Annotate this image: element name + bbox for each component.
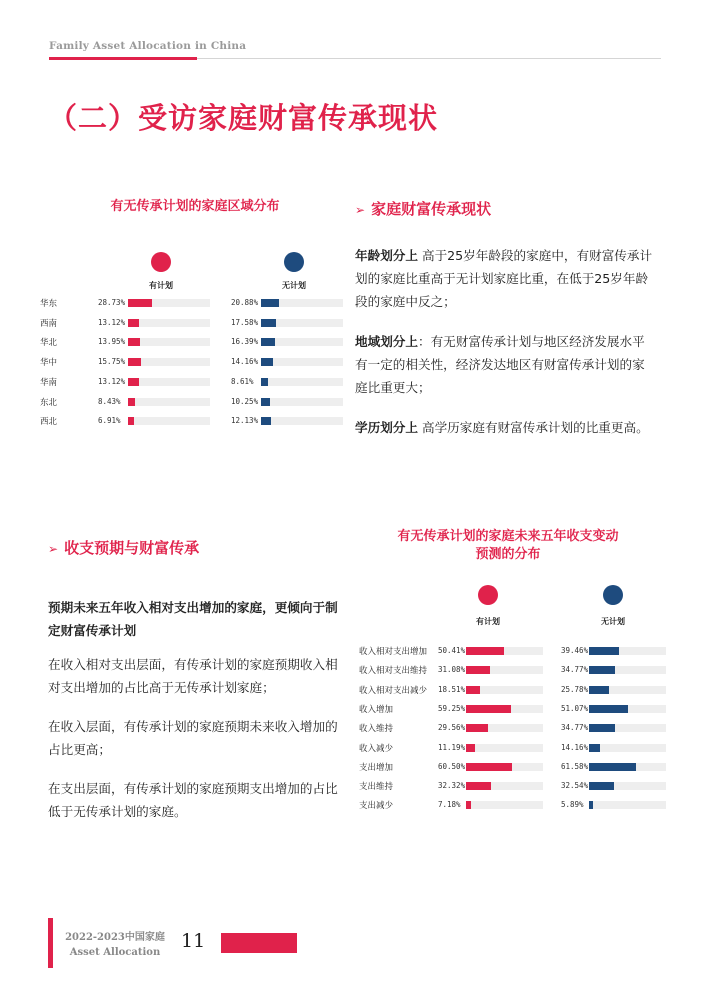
without-plan-value: 16.39% bbox=[231, 337, 259, 347]
with-plan-track bbox=[466, 744, 543, 752]
footer-title bbox=[60, 930, 170, 960]
chart1-col-without-label: 无计划 bbox=[282, 281, 306, 290]
footer-line1: 2022-2023中国家庭 bbox=[65, 932, 165, 943]
row-label: 收入相对支出维持 bbox=[359, 666, 428, 677]
without-plan-bar bbox=[261, 299, 279, 307]
row-label: 西北 bbox=[40, 417, 58, 428]
without-plan-value: 51.07% bbox=[561, 703, 589, 713]
running-header: Family Asset Allocation in China bbox=[49, 40, 247, 52]
with-plan-dot bbox=[151, 252, 171, 272]
with-plan-bar bbox=[128, 378, 139, 386]
row-label: 西南 bbox=[40, 318, 58, 329]
without-plan-value: 20.88% bbox=[231, 298, 259, 307]
without-plan-value: 34.77% bbox=[561, 723, 589, 733]
section-title: （二）受访家庭财富传承现状 bbox=[48, 101, 439, 135]
with-plan-value: 29.56% bbox=[438, 723, 466, 733]
with-plan-bar bbox=[128, 338, 140, 346]
income-paragraph: 在收入层面，有传承计划的家庭预期未来收入增加的占比更高； bbox=[48, 719, 338, 757]
chart1-title: 有无传承计划的家庭区域分布 bbox=[110, 199, 280, 214]
with-plan-track bbox=[128, 319, 210, 327]
without-plan-bar bbox=[589, 686, 609, 694]
without-plan-bar bbox=[589, 744, 600, 752]
row-label: 收入减少 bbox=[359, 743, 394, 754]
with-plan-value: 31.08% bbox=[438, 665, 466, 675]
row-label: 华东 bbox=[40, 299, 58, 309]
with-plan-value: 13.12% bbox=[98, 317, 126, 327]
without-plan-track bbox=[261, 398, 343, 406]
without-plan-track bbox=[589, 801, 666, 809]
expense-paragraph: 在支出层面，有传承计划的家庭预期支出增加的占比低于无传承计划的家庭。 bbox=[48, 781, 338, 819]
region-paragraph bbox=[355, 330, 657, 399]
with-plan-bar bbox=[466, 782, 491, 790]
with-plan-bar bbox=[128, 299, 152, 307]
footer-accent-bar bbox=[48, 918, 53, 968]
with-plan-bar bbox=[466, 686, 480, 694]
with-plan-value: 7.18% bbox=[438, 800, 461, 810]
without-plan-value: 34.77% bbox=[561, 665, 589, 675]
without-plan-bar bbox=[589, 647, 619, 655]
with-plan-value: 50.41% bbox=[438, 646, 466, 655]
region-text: ：有无财富传承计划与地区经济发展水平有一定的相关性，经济发达地区有财富传承计划的家庭比重更大； bbox=[355, 334, 645, 395]
key-finding: 预期未来五年收入相对支出增加的家庭，更倾向于制定财富传承计划 bbox=[48, 600, 338, 638]
chart2-title-line1: 有无传承计划的家庭未来五年收支变动 bbox=[397, 529, 619, 544]
row-label: 支出减少 bbox=[359, 801, 394, 812]
without-plan-bar bbox=[589, 763, 636, 771]
with-plan-value: 28.73% bbox=[98, 298, 126, 307]
with-plan-value: 13.95% bbox=[98, 337, 126, 347]
with-plan-bar bbox=[466, 744, 475, 752]
with-plan-dot bbox=[478, 585, 498, 605]
without-plan-track bbox=[261, 358, 343, 366]
with-plan-bar bbox=[466, 801, 471, 809]
right-subheading bbox=[355, 198, 491, 219]
with-plan-track bbox=[128, 338, 210, 346]
with-plan-value: 8.43% bbox=[98, 396, 121, 406]
without-plan-track bbox=[261, 378, 343, 386]
with-plan-bar bbox=[128, 398, 135, 406]
without-plan-bar bbox=[261, 338, 275, 346]
with-plan-bar bbox=[466, 763, 512, 771]
without-plan-value: 10.25% bbox=[231, 396, 259, 406]
without-plan-value: 14.16% bbox=[231, 357, 259, 367]
without-plan-dot bbox=[284, 252, 304, 272]
without-plan-bar bbox=[261, 398, 270, 406]
without-plan-bar bbox=[589, 782, 614, 790]
row-label: 收入维持 bbox=[359, 724, 394, 735]
left-subheading-text: 收支预期与财富传承 bbox=[64, 539, 200, 557]
without-plan-value: 14.16% bbox=[561, 742, 589, 752]
row-label: 收入相对支出增加 bbox=[359, 647, 428, 657]
without-plan-dot bbox=[603, 585, 623, 605]
page-number: 11 bbox=[181, 930, 206, 952]
income-vs-expense-paragraph: 在收入相对支出层面，有传承计划的家庭预期收入相对支出增加的占比高于无传承计划家庭； bbox=[48, 657, 338, 695]
row-label: 华南 bbox=[40, 377, 58, 388]
without-plan-bar bbox=[261, 319, 276, 327]
without-plan-bar bbox=[589, 666, 615, 674]
without-plan-value: 5.89% bbox=[561, 800, 584, 810]
without-plan-bar bbox=[589, 801, 593, 809]
chart2-col-with-label: 有计划 bbox=[476, 617, 500, 626]
arrow-icon: ➢ bbox=[355, 203, 366, 217]
without-plan-value: 8.61% bbox=[231, 376, 254, 386]
chart1-col-with-label: 有计划 bbox=[149, 281, 173, 290]
education-paragraph bbox=[355, 416, 657, 439]
without-plan-value: 61.58% bbox=[561, 761, 589, 771]
with-plan-track bbox=[128, 398, 210, 406]
with-plan-value: 32.32% bbox=[438, 781, 466, 791]
without-plan-value: 39.46% bbox=[561, 646, 589, 655]
without-plan-value: 25.78% bbox=[561, 684, 589, 694]
without-plan-bar bbox=[261, 378, 268, 386]
age-label: 年龄划分上 bbox=[355, 248, 418, 263]
with-plan-track bbox=[128, 378, 210, 386]
with-plan-value: 59.25% bbox=[438, 703, 466, 713]
without-plan-track bbox=[589, 744, 666, 752]
row-label: 支出维持 bbox=[359, 782, 394, 793]
with-plan-value: 11.19% bbox=[438, 742, 466, 752]
chart2-col-without-label: 无计划 bbox=[601, 617, 625, 626]
without-plan-value: 12.13% bbox=[231, 416, 259, 426]
without-plan-bar bbox=[261, 417, 271, 425]
row-label: 华中 bbox=[40, 358, 58, 369]
with-plan-value: 60.50% bbox=[438, 761, 466, 771]
without-plan-bar bbox=[261, 358, 273, 366]
age-paragraph bbox=[355, 244, 657, 313]
age-text: 高于25岁年龄段的家庭中，有财富传承计划的家庭比重高于无计划家庭比重，在低于25岁年龄段的家庭中反之； bbox=[355, 248, 653, 309]
without-plan-track bbox=[261, 417, 343, 425]
region-label: 地域划分上 bbox=[355, 334, 418, 349]
with-plan-bar bbox=[128, 319, 139, 327]
education-text: 高学历家庭有财富传承计划的比重更高。 bbox=[417, 420, 649, 435]
education-label: 学历划分上 bbox=[355, 420, 418, 435]
without-plan-bar bbox=[589, 705, 628, 713]
with-plan-track bbox=[466, 801, 543, 809]
row-label: 收入相对支出减少 bbox=[359, 685, 428, 696]
footer-line2: Asset Allocation bbox=[69, 947, 161, 958]
with-plan-bar bbox=[128, 417, 134, 425]
row-label: 收入增加 bbox=[359, 704, 394, 715]
with-plan-bar bbox=[466, 724, 488, 732]
without-plan-bar bbox=[589, 724, 615, 732]
with-plan-bar bbox=[128, 358, 141, 366]
with-plan-bar bbox=[466, 647, 504, 655]
with-plan-bar bbox=[466, 666, 490, 674]
row-label: 华北 bbox=[40, 338, 58, 349]
chart2-title bbox=[358, 528, 658, 564]
with-plan-value: 15.75% bbox=[98, 357, 126, 367]
arrow-icon: ➢ bbox=[48, 542, 59, 556]
chart2-title-line2: 预测的分布 bbox=[475, 547, 541, 562]
right-subheading-text: 家庭财富传承现状 bbox=[371, 200, 492, 218]
without-plan-value: 17.58% bbox=[231, 317, 259, 327]
row-label: 支出增加 bbox=[359, 762, 394, 773]
header-accent-bar bbox=[49, 57, 197, 60]
with-plan-value: 18.51% bbox=[438, 684, 466, 694]
left-subheading bbox=[48, 537, 199, 558]
footer-red-block bbox=[221, 933, 297, 953]
with-plan-bar bbox=[466, 705, 511, 713]
with-plan-value: 6.91% bbox=[98, 416, 121, 426]
with-plan-track bbox=[128, 417, 210, 425]
row-label: 东北 bbox=[40, 397, 58, 408]
without-plan-value: 32.54% bbox=[561, 781, 589, 791]
with-plan-value: 13.12% bbox=[98, 376, 126, 386]
